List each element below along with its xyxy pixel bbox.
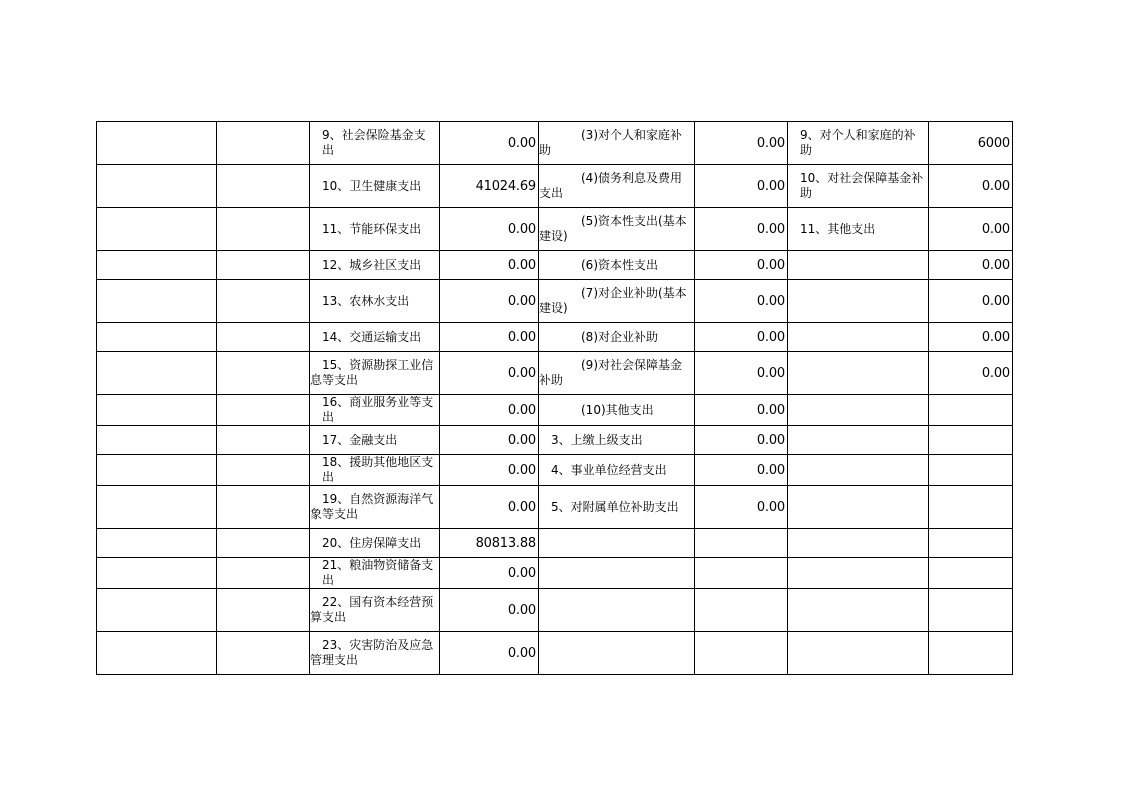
table-row: [97, 632, 1013, 675]
expense-item-label: [539, 455, 695, 486]
economic-category-amount: 0.00: [929, 352, 1013, 395]
economic-category-amount: [929, 395, 1013, 426]
expense-item-label: [539, 529, 695, 558]
economic-category-label: [788, 165, 929, 208]
economic-category-amount: [929, 529, 1013, 558]
economic-category-amount: [929, 455, 1013, 486]
blank-cell-b: [217, 251, 310, 280]
blank-cell-a: [97, 455, 217, 486]
blank-cell-a: [97, 395, 217, 426]
expense-item-label: [539, 426, 695, 455]
expense-category-amount: 0.00: [440, 589, 539, 632]
table-row: [97, 395, 1013, 426]
blank-cell-a: [97, 208, 217, 251]
economic-category-amount: 0.00: [929, 251, 1013, 280]
blank-cell-b: [217, 323, 310, 352]
expense-category-label: [310, 486, 440, 529]
expense-category-label-text: 20、住房保障支出: [322, 535, 422, 550]
expense-item-amount: 0.00: [695, 122, 788, 165]
table-body: [97, 122, 1013, 675]
table-row: [97, 251, 1013, 280]
economic-category-label: [788, 395, 929, 426]
economic-category-amount: 6000: [929, 122, 1013, 165]
economic-category-label: [788, 251, 929, 280]
expense-category-label: [310, 251, 440, 280]
expense-item-label: [539, 632, 695, 675]
expense-item-label-text: (7)对企业补助(基本建设): [539, 286, 687, 315]
blank-cell-b: [217, 558, 310, 589]
blank-cell-a: [97, 486, 217, 529]
expense-item-label-text: (5)资本性支出(基本建设): [539, 214, 687, 243]
expense-category-amount: 0.00: [440, 323, 539, 352]
expense-category-label-text: 21、粮油物资储备支出: [322, 558, 434, 587]
expense-category-amount: 0.00: [440, 426, 539, 455]
economic-category-label: [788, 486, 929, 529]
expense-category-label: [310, 589, 440, 632]
blank-cell-b: [217, 208, 310, 251]
expense-category-label-text: 14、交通运输支出: [322, 329, 422, 344]
economic-category-label: [788, 455, 929, 486]
blank-cell-b: [217, 165, 310, 208]
expense-item-amount: 0.00: [695, 251, 788, 280]
expense-category-amount: 0.00: [440, 632, 539, 675]
expense-category-amount: 0.00: [440, 251, 539, 280]
economic-category-label-text: 9、对个人和家庭的补助: [800, 128, 916, 157]
expense-item-label: [539, 589, 695, 632]
blank-cell-b: [217, 455, 310, 486]
table-row: [97, 352, 1013, 395]
expense-category-label-text: 15、资源勘探工业信息等支出: [310, 358, 434, 387]
blank-cell-b: [217, 352, 310, 395]
expense-item-amount: 0.00: [695, 323, 788, 352]
expense-category-label-text: 9、社会保险基金支出: [322, 128, 426, 157]
expense-item-amount: 0.00: [695, 486, 788, 529]
blank-cell-b: [217, 122, 310, 165]
blank-cell-a: [97, 122, 217, 165]
economic-category-label: [788, 352, 929, 395]
expense-category-label-text: 22、国有资本经营预算支出: [310, 595, 434, 624]
expense-item-amount: 0.00: [695, 208, 788, 251]
expense-item-label: [539, 208, 695, 251]
blank-cell-a: [97, 251, 217, 280]
expense-category-amount: 0.00: [440, 455, 539, 486]
expense-item-label: [539, 122, 695, 165]
blank-cell-b: [217, 426, 310, 455]
expense-item-label-text: 4、事业单位经营支出: [551, 462, 667, 477]
expense-item-label: [539, 280, 695, 323]
expense-item-label: [539, 165, 695, 208]
expense-category-label: [310, 165, 440, 208]
expense-item-label: [539, 558, 695, 589]
economic-category-label: [788, 632, 929, 675]
expense-item-label: [539, 486, 695, 529]
expense-category-label-text: 13、农林水支出: [322, 293, 410, 308]
table-row: [97, 589, 1013, 632]
expense-item-label-text: 3、上缴上级支出: [551, 432, 643, 447]
economic-category-label: [788, 208, 929, 251]
expense-category-label-text: 23、灾害防治及应急管理支出: [310, 638, 434, 667]
expense-category-label-text: 17、金融支出: [322, 432, 398, 447]
blank-cell-b: [217, 632, 310, 675]
blank-cell-b: [217, 529, 310, 558]
blank-cell-a: [97, 632, 217, 675]
blank-cell-a: [97, 558, 217, 589]
table-row: [97, 455, 1013, 486]
expense-category-label-text: 16、商业服务业等支出: [322, 395, 434, 424]
expense-category-label: [310, 455, 440, 486]
economic-category-amount: [929, 558, 1013, 589]
expense-item-label-text: (9)对社会保障基金补助: [539, 358, 682, 387]
expense-item-amount: 0.00: [695, 165, 788, 208]
expense-category-amount: 41024.69: [440, 165, 539, 208]
blank-cell-a: [97, 280, 217, 323]
budget-expenditure-table: [96, 121, 1013, 675]
blank-cell-a: [97, 426, 217, 455]
economic-category-label: [788, 529, 929, 558]
table-row: [97, 165, 1013, 208]
expense-item-amount: 0.00: [695, 352, 788, 395]
expense-item-label-text: (4)债务利息及费用支出: [539, 171, 682, 200]
economic-category-label: [788, 122, 929, 165]
table-row: [97, 323, 1013, 352]
expense-item-amount: [695, 558, 788, 589]
economic-category-amount: [929, 589, 1013, 632]
blank-cell-b: [217, 395, 310, 426]
expense-category-amount: 80813.88: [440, 529, 539, 558]
table-row: [97, 558, 1013, 589]
expense-category-label-text: 19、自然资源海洋气象等支出: [310, 492, 434, 521]
table-row: [97, 122, 1013, 165]
expense-item-label: [539, 352, 695, 395]
blank-cell-a: [97, 529, 217, 558]
expense-category-label: [310, 426, 440, 455]
expense-item-label: [539, 323, 695, 352]
blank-cell-b: [217, 280, 310, 323]
expense-category-label: [310, 280, 440, 323]
expense-category-amount: 0.00: [440, 486, 539, 529]
economic-category-amount: [929, 426, 1013, 455]
expense-item-amount: 0.00: [695, 395, 788, 426]
expense-item-amount: [695, 529, 788, 558]
expense-item-label-text: 5、对附属单位补助支出: [551, 499, 679, 514]
expense-category-amount: 0.00: [440, 352, 539, 395]
blank-cell-a: [97, 323, 217, 352]
expense-category-label: [310, 632, 440, 675]
expense-category-label: [310, 558, 440, 589]
expense-item-amount: 0.00: [695, 426, 788, 455]
economic-category-amount: [929, 632, 1013, 675]
table-row: [97, 208, 1013, 251]
expense-item-label: [539, 395, 695, 426]
expense-category-label-text: 12、城乡社区支出: [322, 257, 422, 272]
table-row: [97, 486, 1013, 529]
expense-category-label-text: 10、卫生健康支出: [322, 178, 422, 193]
expense-category-amount: 0.00: [440, 208, 539, 251]
expense-item-label-text: (10)其他支出: [581, 402, 654, 417]
economic-category-amount: 0.00: [929, 208, 1013, 251]
table-row: [97, 529, 1013, 558]
economic-category-label: [788, 323, 929, 352]
blank-cell-a: [97, 165, 217, 208]
table-row: [97, 426, 1013, 455]
expense-category-amount: 0.00: [440, 395, 539, 426]
expense-item-amount: [695, 632, 788, 675]
expense-item-amount: [695, 589, 788, 632]
expense-item-amount: 0.00: [695, 280, 788, 323]
expense-item-label-text: (6)资本性支出: [581, 257, 658, 272]
economic-category-label: [788, 589, 929, 632]
expense-item-label: [539, 251, 695, 280]
expense-category-amount: 0.00: [440, 122, 539, 165]
blank-cell-b: [217, 589, 310, 632]
expense-category-amount: 0.00: [440, 558, 539, 589]
economic-category-label: [788, 426, 929, 455]
expense-category-label: [310, 529, 440, 558]
expense-category-label: [310, 323, 440, 352]
expense-category-label: [310, 352, 440, 395]
blank-cell-b: [217, 486, 310, 529]
expense-category-amount: 0.00: [440, 280, 539, 323]
expense-item-amount: 0.00: [695, 455, 788, 486]
table-row: [97, 280, 1013, 323]
economic-category-label-text: 10、对社会保障基金补助: [800, 171, 924, 200]
expense-category-label: [310, 395, 440, 426]
economic-category-amount: 0.00: [929, 280, 1013, 323]
economic-category-amount: 0.00: [929, 323, 1013, 352]
blank-cell-a: [97, 589, 217, 632]
expense-category-label: [310, 208, 440, 251]
expense-item-label-text: (8)对企业补助: [581, 329, 658, 344]
economic-category-label: [788, 558, 929, 589]
economic-category-label: [788, 280, 929, 323]
economic-category-amount: [929, 486, 1013, 529]
expense-category-label: [310, 122, 440, 165]
blank-cell-a: [97, 352, 217, 395]
expense-category-label-text: 11、节能环保支出: [322, 221, 422, 236]
economic-category-label-text: 11、其他支出: [800, 221, 876, 236]
expense-item-label-text: (3)对个人和家庭补助: [539, 128, 682, 157]
economic-category-amount: 0.00: [929, 165, 1013, 208]
expense-category-label-text: 18、援助其他地区支出: [322, 455, 434, 484]
